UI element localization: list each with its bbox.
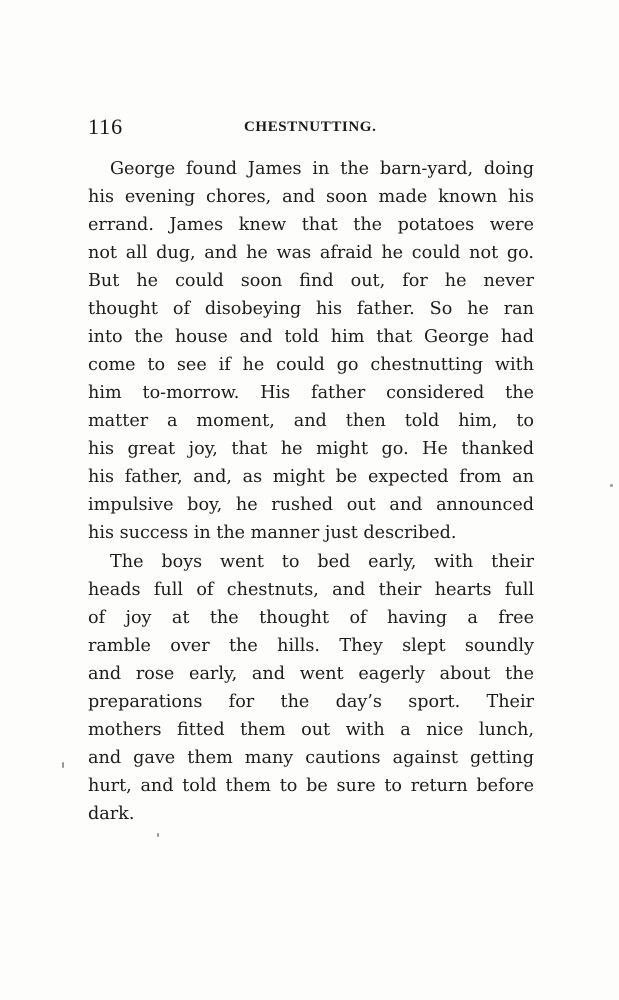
text-line: come to see if he could go chestnutting with: [88, 355, 534, 375]
scan-speck: [62, 762, 64, 768]
text-line: his success in the manner just described.: [88, 523, 457, 543]
text-line: dark.: [88, 804, 135, 824]
text-line: thought of disobeying his father. So he ran: [88, 299, 534, 319]
text-line: of joy at the thought of having a free: [88, 608, 534, 628]
body-text: [88, 155, 534, 828]
text-line: and rose early, and went eagerly about the: [88, 664, 534, 684]
text-line: hurt, and told them to be sure to return before: [88, 776, 534, 796]
running-title: CHESTNUTTING.: [244, 119, 377, 135]
text-line: But he could soon find out, for he never: [88, 271, 534, 291]
text-line: his evening chores, and soon made known his: [88, 187, 534, 207]
text-line: heads full of chestnuts, and their hearts full: [88, 580, 534, 600]
text-line: mothers fitted them out with a nice lunch,: [88, 720, 534, 740]
scan-speck: [610, 484, 613, 487]
text-line: preparations for the day’s sport. Their: [88, 692, 534, 712]
text-line: into the house and told him that George had: [88, 327, 534, 347]
text-line: impulsive boy, he rushed out and announced: [88, 495, 534, 515]
text-line: errand. James knew that the potatoes were: [88, 215, 534, 235]
text-line: him to-morrow. His father considered the: [88, 383, 534, 403]
text-line: his father, and, as might be expected from an: [88, 467, 534, 487]
paragraph-1: [88, 155, 534, 547]
text-line: George found James in the barn-yard, doing: [110, 159, 534, 179]
text-line: matter a moment, and then told him, to: [88, 411, 534, 431]
running-head: [88, 112, 532, 142]
scan-speck: [157, 833, 159, 837]
text-line: and gave them many cautions against getting: [88, 748, 534, 768]
paragraph-2: [88, 548, 534, 828]
text-line: his great joy, that he might go. He thanked: [88, 439, 534, 459]
text-line: ramble over the hills. They slept soundly: [88, 636, 534, 656]
text-line: not all dug, and he was afraid he could not go.: [88, 243, 534, 263]
page-number: 116: [88, 114, 124, 139]
text-line: The boys went to bed early, with their: [110, 552, 534, 572]
